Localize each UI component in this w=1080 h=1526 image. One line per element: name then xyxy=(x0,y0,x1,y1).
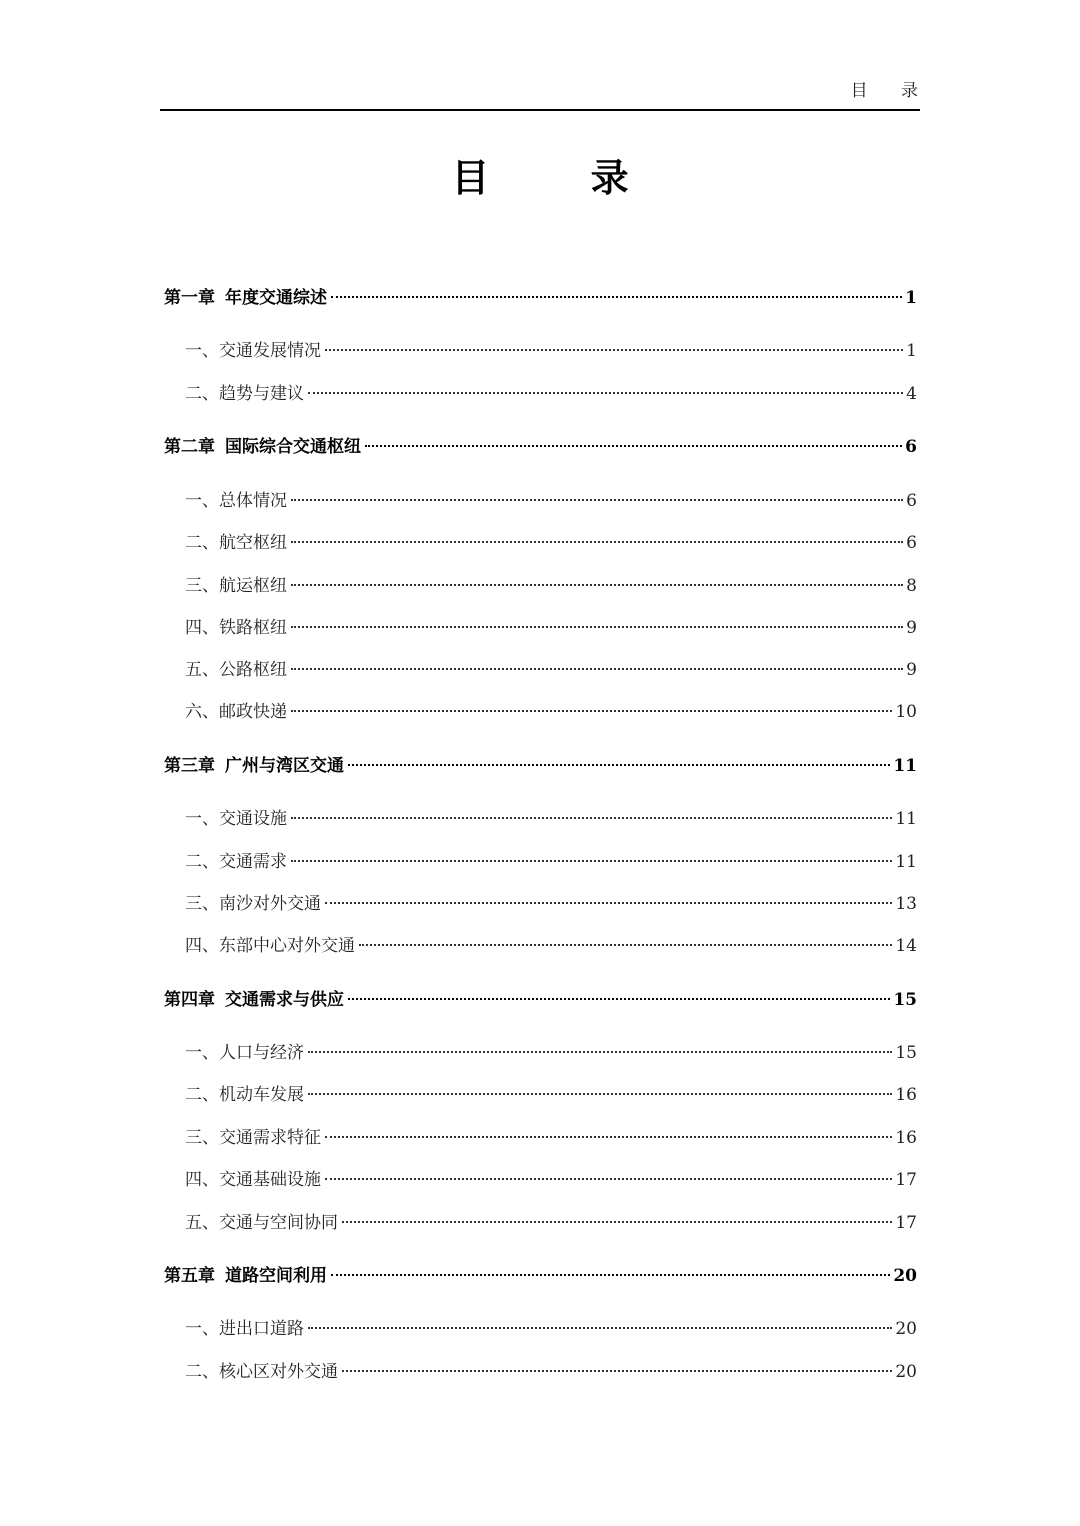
toc-section-entry[interactable] xyxy=(185,658,917,682)
toc-entry-number: 一、 xyxy=(185,1319,219,1339)
toc-dot-leader xyxy=(359,944,892,946)
toc-chapter-entry[interactable] xyxy=(164,435,917,459)
toc-section-entry[interactable] xyxy=(185,700,917,724)
toc-page-number: 1 xyxy=(905,288,917,308)
toc-entry-number: 五、 xyxy=(185,1213,219,1233)
header-rule xyxy=(160,109,920,111)
toc-entry-number: 第二章 xyxy=(164,437,215,457)
toc-entry-label: 进出口道路 xyxy=(219,1319,304,1339)
toc-entry-label: 总体情况 xyxy=(219,491,287,511)
toc-entry-label: 国际综合交通枢纽 xyxy=(225,437,361,457)
toc-chapter-entry[interactable] xyxy=(164,1264,917,1288)
toc-entry-number: 二、 xyxy=(185,533,219,553)
toc-section-entry[interactable] xyxy=(185,934,917,958)
toc-page-number: 6 xyxy=(906,533,917,553)
toc-dot-leader xyxy=(308,392,903,394)
toc-page-number: 20 xyxy=(893,1266,917,1286)
toc-dot-leader xyxy=(325,902,892,904)
toc-entry-label: 广州与湾区交通 xyxy=(225,756,344,776)
toc-section-entry[interactable] xyxy=(185,1168,917,1192)
toc-page-number: 11 xyxy=(893,756,917,776)
toc-section-entry[interactable] xyxy=(185,1317,917,1341)
toc-section-entry[interactable] xyxy=(185,382,917,406)
toc-dot-leader xyxy=(308,1093,892,1095)
page-title: 目 录 xyxy=(451,155,673,200)
toc-entry-label: 交通基础设施 xyxy=(219,1170,321,1190)
toc-entry-number: 第四章 xyxy=(164,990,215,1010)
toc-dot-leader xyxy=(325,1136,892,1138)
toc-entry-label: 交通与空间协同 xyxy=(219,1213,338,1233)
toc-entry-number: 二、 xyxy=(185,852,219,872)
toc-entry-label: 交通需求与供应 xyxy=(225,990,344,1010)
toc-entry-label: 年度交通综述 xyxy=(225,288,327,308)
toc-page-number: 6 xyxy=(905,437,917,457)
toc-page-number: 1 xyxy=(906,341,917,361)
toc-page-number: 8 xyxy=(906,576,917,596)
toc-dot-leader xyxy=(291,541,903,543)
toc-dot-leader xyxy=(291,710,892,712)
toc-page-number: 17 xyxy=(895,1170,917,1190)
toc-dot-leader xyxy=(291,626,903,628)
toc-entry-number: 二、 xyxy=(185,384,219,404)
toc-entry-number: 二、 xyxy=(185,1085,219,1105)
toc-entry-number: 第一章 xyxy=(164,288,215,308)
toc-page-number: 10 xyxy=(895,702,917,722)
toc-entry-number: 第五章 xyxy=(164,1266,215,1286)
toc-page-number: 16 xyxy=(895,1128,917,1148)
toc-page-number: 9 xyxy=(906,618,917,638)
toc-section-entry[interactable] xyxy=(185,1360,917,1384)
toc-entry-label: 南沙对外交通 xyxy=(219,894,321,914)
toc-entry-number: 第三章 xyxy=(164,756,215,776)
toc-dot-leader xyxy=(291,499,903,501)
toc-chapter-entry[interactable] xyxy=(164,754,917,778)
toc-entry-number: 一、 xyxy=(185,809,219,829)
toc-section-entry[interactable] xyxy=(185,850,917,874)
toc-entry-label: 航运枢纽 xyxy=(219,576,287,596)
toc-entry-label: 公路枢纽 xyxy=(219,660,287,680)
toc-entry-number: 三、 xyxy=(185,576,219,596)
toc-entry-number: 一、 xyxy=(185,491,219,511)
toc-page-number: 20 xyxy=(895,1362,917,1382)
toc-section-entry[interactable] xyxy=(185,1041,917,1065)
toc-dot-leader xyxy=(342,1370,892,1372)
toc-entry-number: 四、 xyxy=(185,1170,219,1190)
toc-dot-leader xyxy=(325,1178,892,1180)
toc-entry-label: 铁路枢纽 xyxy=(219,618,287,638)
toc-entry-number: 六、 xyxy=(185,702,219,722)
toc-entry-number: 二、 xyxy=(185,1362,219,1382)
toc-entry-number: 一、 xyxy=(185,1043,219,1063)
toc-entry-label: 航空枢纽 xyxy=(219,533,287,553)
toc-entry-label: 核心区对外交通 xyxy=(219,1362,338,1382)
toc-page-number: 15 xyxy=(893,990,917,1010)
toc-section-entry[interactable] xyxy=(185,807,917,831)
toc-section-entry[interactable] xyxy=(185,1126,917,1150)
toc-page-number: 11 xyxy=(895,809,917,829)
toc-dot-leader xyxy=(291,817,892,819)
toc-chapter-entry[interactable] xyxy=(164,988,917,1012)
toc-section-entry[interactable] xyxy=(185,531,917,555)
toc-dot-leader xyxy=(308,1051,892,1053)
toc-dot-leader xyxy=(342,1221,892,1223)
toc-entry-label: 道路空间利用 xyxy=(225,1266,327,1286)
toc-dot-leader xyxy=(291,860,892,862)
toc-section-entry[interactable] xyxy=(185,1211,917,1235)
toc-dot-leader xyxy=(348,998,890,1000)
toc-entry-number: 五、 xyxy=(185,660,219,680)
toc-section-entry[interactable] xyxy=(185,616,917,640)
toc-page-number: 14 xyxy=(895,936,917,956)
toc-section-entry[interactable] xyxy=(185,1083,917,1107)
toc-dot-leader xyxy=(325,349,903,351)
toc-entry-label: 机动车发展 xyxy=(219,1085,304,1105)
toc-page-number: 11 xyxy=(895,852,917,872)
toc-entry-number: 一、 xyxy=(185,341,219,361)
toc-entry-label: 交通设施 xyxy=(219,809,287,829)
toc-dot-leader xyxy=(331,1274,890,1276)
toc-entry-label: 交通发展情况 xyxy=(219,341,321,361)
toc-entry-label: 交通需求 xyxy=(219,852,287,872)
toc-section-entry[interactable] xyxy=(185,489,917,513)
toc-entry-label: 趋势与建议 xyxy=(219,384,304,404)
toc-dot-leader xyxy=(331,296,902,298)
running-header: 目 录 xyxy=(850,81,932,101)
toc-page-number: 20 xyxy=(895,1319,917,1339)
toc-page-number: 15 xyxy=(895,1043,917,1063)
toc-dot-leader xyxy=(308,1327,892,1329)
toc-dot-leader xyxy=(365,445,902,447)
toc-page-number: 4 xyxy=(906,384,917,404)
toc-dot-leader xyxy=(291,668,903,670)
toc-page-number: 17 xyxy=(895,1213,917,1233)
toc-page-number: 6 xyxy=(906,491,917,511)
toc-entry-number: 三、 xyxy=(185,894,219,914)
toc-entry-label: 邮政快递 xyxy=(219,702,287,722)
toc-page-number: 13 xyxy=(895,894,917,914)
toc-section-entry[interactable] xyxy=(185,892,917,916)
toc-entry-label: 人口与经济 xyxy=(219,1043,304,1063)
toc-entry-number: 三、 xyxy=(185,1128,219,1148)
toc-entry-label: 东部中心对外交通 xyxy=(219,936,355,956)
toc-chapter-entry[interactable] xyxy=(164,286,917,310)
toc-section-entry[interactable] xyxy=(185,339,917,363)
toc-page-number: 9 xyxy=(906,660,917,680)
toc-section-entry[interactable] xyxy=(185,574,917,598)
toc-dot-leader xyxy=(291,584,903,586)
toc-entry-number: 四、 xyxy=(185,936,219,956)
toc-entry-label: 交通需求特征 xyxy=(219,1128,321,1148)
toc-dot-leader xyxy=(348,764,890,766)
toc-page-number: 16 xyxy=(895,1085,917,1105)
toc-entry-number: 四、 xyxy=(185,618,219,638)
